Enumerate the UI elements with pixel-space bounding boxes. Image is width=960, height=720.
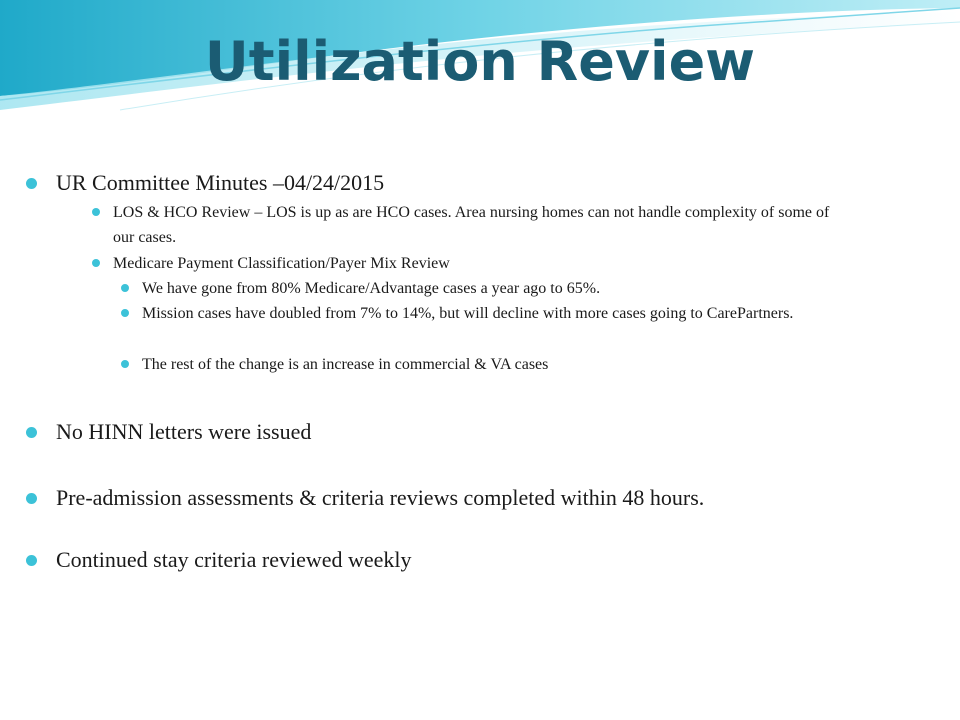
bullet-text: The rest of the change is an increase in commercial & VA cases [142,356,549,373]
bullet-dot [26,427,37,438]
bullet-dot [92,259,100,267]
bullet-text: Continued stay criteria reviewed weekly [56,547,412,572]
bullet-los-hco-review [113,200,853,250]
bullet-dot [26,493,37,504]
bullet-medicare-payment [113,251,853,276]
bullet-dot [121,360,129,368]
bullet-pre-admission [56,485,936,511]
bullet-ur-committee [56,170,916,196]
bullet-dot [26,555,37,566]
bullet-text: We have gone from 80% Medicare/Advantage cases a year ago to 65%. [142,280,601,297]
bullet-medicare-advantage [142,276,862,301]
bullet-dot [26,178,37,189]
bullet-dot [121,284,129,292]
slide-title: Utilization Review [204,30,756,93]
bullet-hinn-letters [56,419,916,445]
bullet-text: Pre-admission assessments & criteria reviews completed within 48 hours. [56,485,705,510]
bullet-rest-of-change [142,352,862,377]
bullet-text: No HINN letters were issued [56,419,312,444]
bullet-dot [121,309,129,317]
bullet-text: Mission cases have doubled from 7% to 14%, but will decline with more cases going to CarePartners. [142,305,794,322]
bullet-text: LOS & HCO Review – LOS is up as are HCO cases. Area nursing homes can not handle complexity of some of our cases. [113,204,830,246]
bullet-text: Medicare Payment Classification/Payer Mix Review [113,255,450,272]
bullet-continued-stay [56,547,916,573]
bullet-mission-cases [142,301,862,326]
bullet-dot [92,208,100,216]
bullet-text: UR Committee Minutes –04/24/2015 [56,170,385,195]
